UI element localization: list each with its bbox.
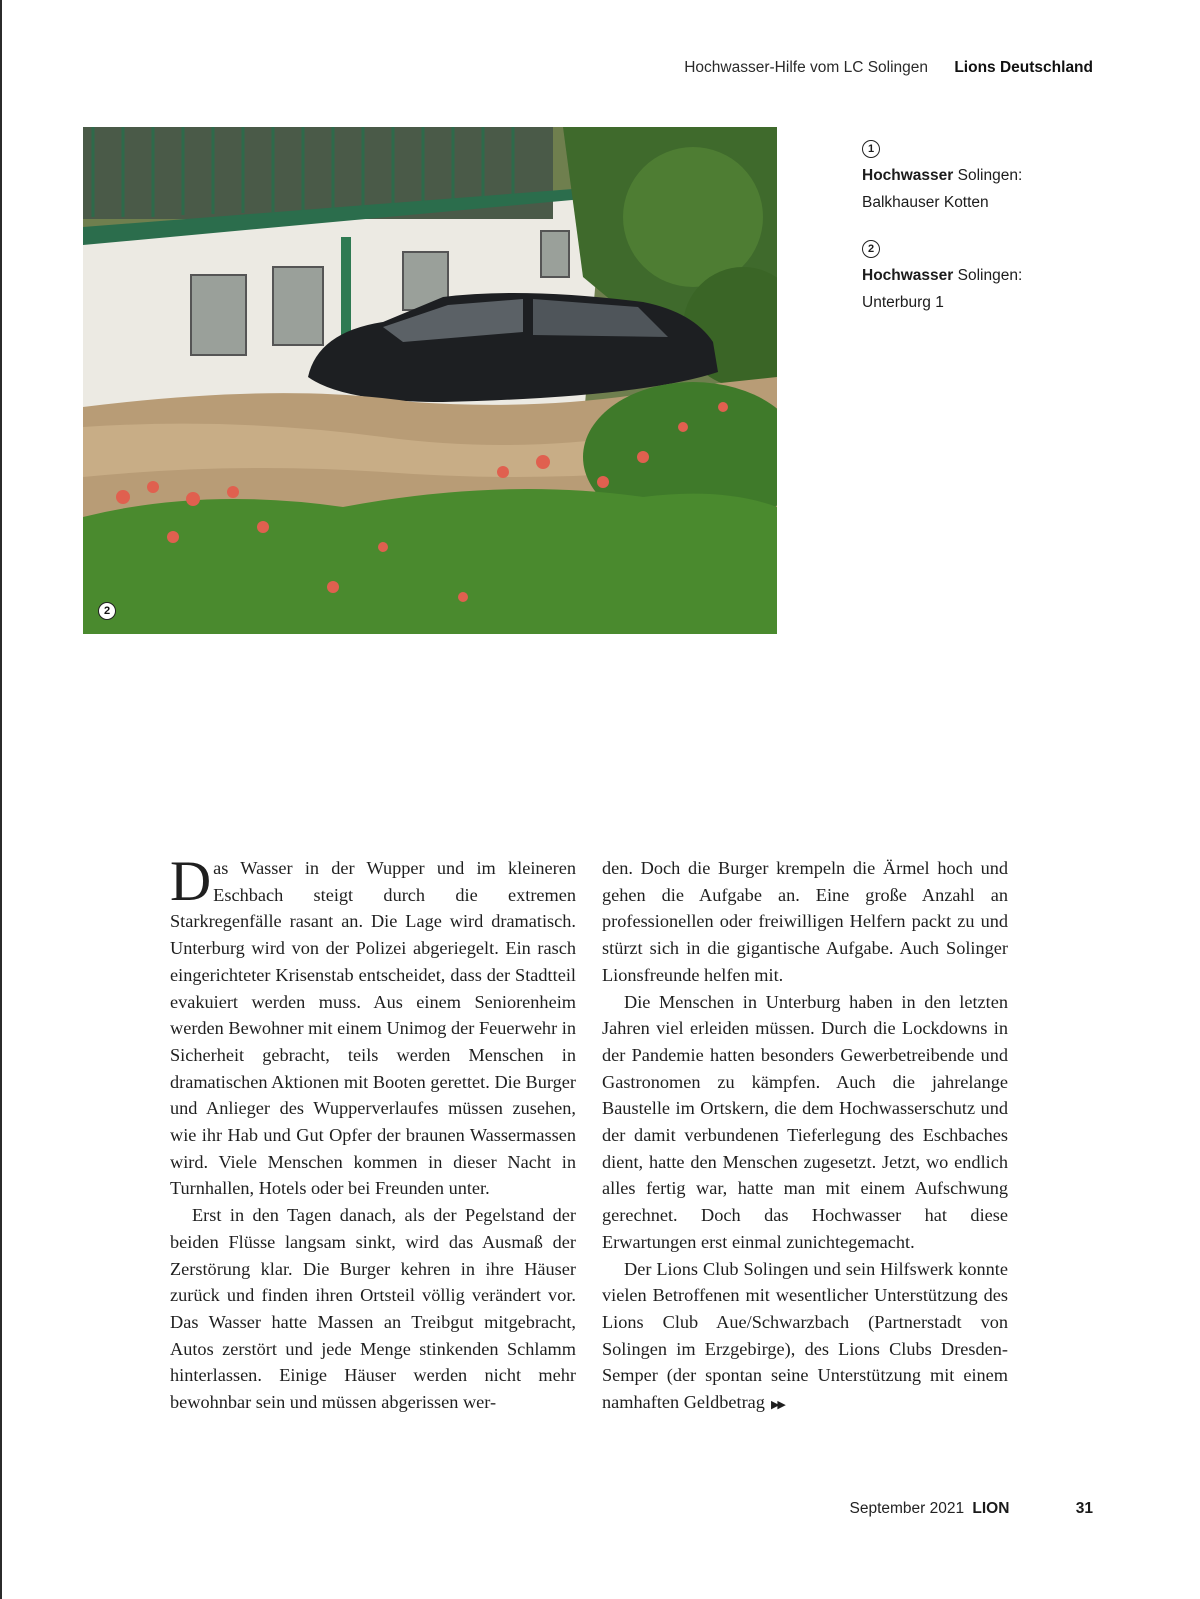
continue-arrow-icon: ▶▶ — [770, 1398, 784, 1412]
paragraph-text: Der Lions Club Solingen und sein Hilfswerk konnte vielen Betroffenen mit wesentlicher Unterstützung des Lions Club Aue/Schwarzbach (Partnerstadt von Solingen im Erzgebirge), des Lions Clubs Dresden-Semper (der spontan seine Unterstützung mit einem namhaften Geldbetrag — [602, 1258, 1008, 1413]
caption-number-badge: 2 — [862, 240, 880, 258]
page-number: 31 — [1075, 1500, 1093, 1517]
footer-issue: September 2021 — [849, 1500, 965, 1517]
paragraph-text: as Wasser in der Wupper und im kleineren Eschbach steigt durch die extremen Starkregenfälle rasant an. Die Lage wird dramatisch. Unterburg wird von der Polizei abgeriegelt. Ein rasch eingerichteter Krisenstab entscheidet, dass der Stadtteil evakuiert werden muss. Aus einem Seniorenheim werden Bewohner mit einem Unimog der Feuerwehr in Sicherheit gebracht, teils werden Menschen in dramatischen Aktionen mit Booten gerettet. Die Burger und Anlieger des Wupperverlaufes müssen zusehen, wie ihr Hab und Gut Opfer der braunen Wassermassen wird. Viele Menschen kommen in dieser Nacht in Turnhallen, Hotels oder bei Freunden unter. — [170, 858, 576, 1199]
caption-bold: Hochwasser — [862, 267, 954, 284]
caption-title — [862, 162, 1092, 189]
caption-bold: Hochwasser — [862, 167, 954, 184]
caption-1 — [862, 140, 1092, 216]
caption-rest: Solingen: — [953, 267, 1023, 284]
caption-2 — [862, 240, 1092, 316]
flood-photo — [83, 127, 777, 634]
running-header — [684, 59, 1093, 77]
article-paragraph — [602, 1256, 1008, 1419]
photo-captions — [862, 140, 1092, 340]
article-column-right — [602, 855, 1008, 1419]
footer-magazine: LION — [972, 1500, 1010, 1517]
caption-rest: Solingen: — [953, 167, 1023, 184]
caption-place: Balkhauser Kotten — [862, 194, 989, 211]
drop-cap: D — [170, 850, 212, 913]
article-paragraph: den. Doch die Burger krempeln die Ärmel hoch und gehen die Aufgabe an. Eine große Anzahl an professionellen oder freiwilligen Helfern packt zu und stürzt sich in die gigantische Aufgabe. Auch Solinger Lionsfreunde helfen mit. — [602, 858, 1008, 985]
header-topic: Hochwasser-Hilfe vom LC Solingen — [684, 59, 929, 76]
caption-number-badge: 1 — [862, 140, 880, 158]
article-column-left — [170, 850, 576, 1416]
caption-place: Unterburg 1 — [862, 294, 944, 311]
photo-number-badge: 2 — [98, 602, 116, 620]
article-paragraph: Erst in den Tagen danach, als der Pegelstand der beiden Flüsse langsam sinkt, wird das Ausmaß der Zerstörung klar. Die Burger kehren in ihre Häuser zurück und finden ihren Ortsteil völlig verändert vor. Das Wasser hatte Massen an Treibgut mitgebracht, Autos zerstört und jede Menge stinkenden Schlamm hinterlassen. Einige Häuser werden nicht mehr bewohnbar sein und müssen abgerissen wer- — [170, 1205, 576, 1413]
caption-title — [862, 262, 1092, 289]
article-paragraph: Die Menschen in Unterburg haben in den letzten Jahren viel erleiden müssen. Durch die Lockdowns in der Pandemie hatten besonders Gewerbetreibende und Gastronomen zu kämpfen. Auch die jahrelange Baustelle im Ortskern, die dem Hochwasserschutz und der damit verbundenen Tieferlegung des Eschbaches dient, hatte den Menschen zugesetzt. Jetzt, wo endlich alles fertig war, hatte man mit einem Aufschwung gerechnet. Doch das Hochwasser hat diese Erwartungen erst einmal zunichtegemacht. — [602, 991, 1008, 1252]
left-edge-rule — [0, 0, 2, 1599]
flood-photo-illustration — [83, 127, 777, 634]
article-paragraph — [170, 850, 576, 1202]
page-footer — [849, 1500, 1093, 1518]
header-brand: Lions Deutschland — [954, 59, 1093, 76]
